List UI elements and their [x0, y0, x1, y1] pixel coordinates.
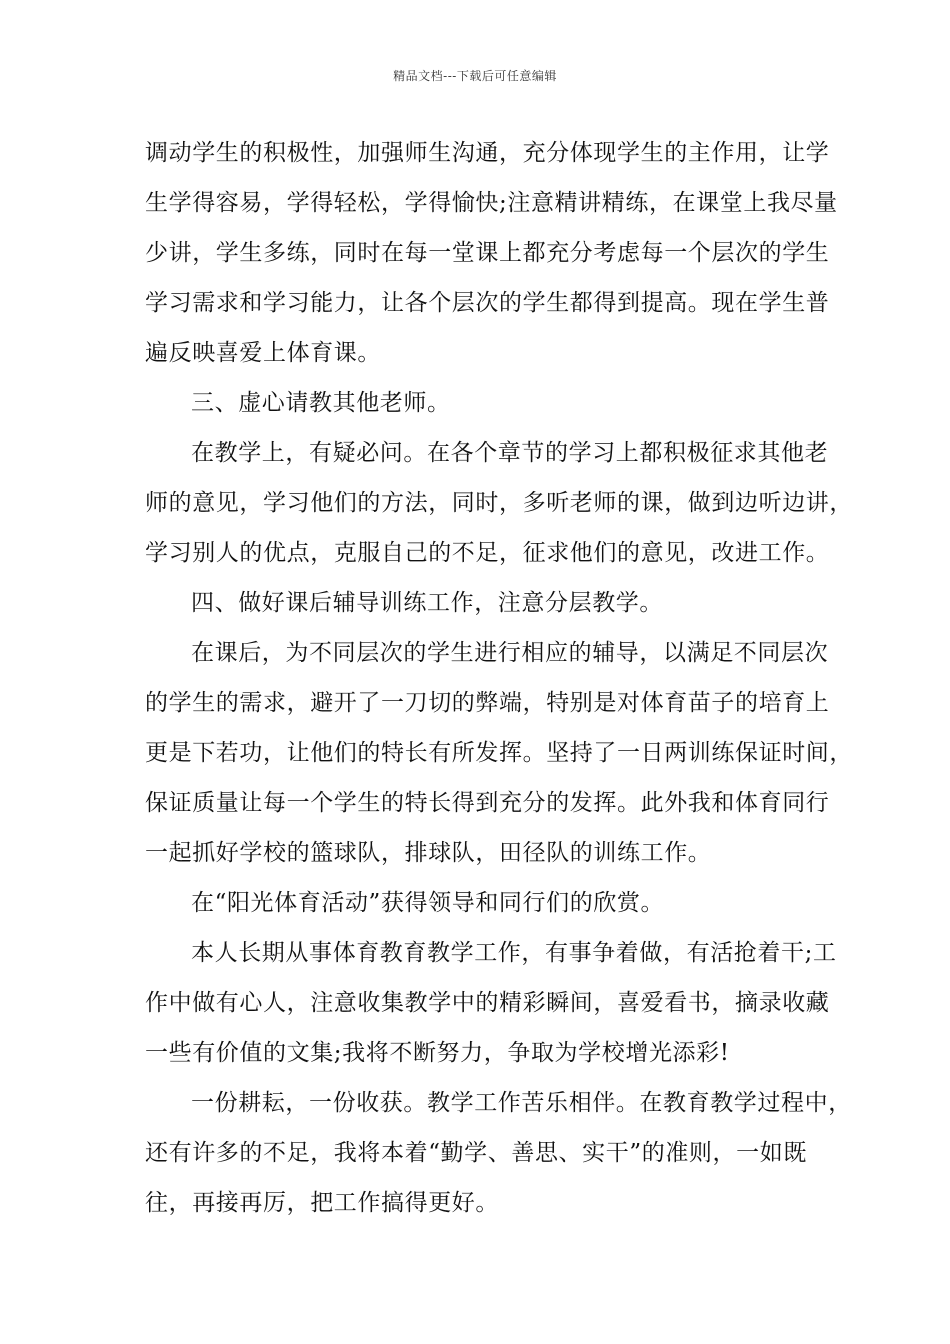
text-line: 在“阳光体育活动”获得领导和同行们的欣赏。	[191, 890, 665, 916]
text-line: 作中做有心人，注意收集教学中的精彩瞬间，喜爱看书，摘录收藏	[145, 990, 830, 1016]
text-line: 本人长期从事体育教育教学工作，有事争着做，有活抢着干;工	[191, 940, 837, 966]
text-line: 在课后，为不同层次的学生进行相应的辅导，以满足不同层次	[191, 640, 829, 666]
text-line: 遍反映喜爱上体育课。	[145, 340, 381, 366]
text-line: 学习别人的优点，克服自己的不足，征求他们的意见，改进工作。	[145, 540, 830, 566]
text-line: 生学得容易，学得轻松，学得愉快;注意精讲精练，在课堂上我尽量	[145, 190, 838, 216]
text-line: 一起抓好学校的篮球队，排球队，田径队的训练工作。	[145, 840, 712, 866]
text-line: 一份耕耘，一份收获。教学工作苦乐相伴。在教育教学过程中，	[191, 1090, 852, 1116]
text-line: 在教学上，有疑必问。在各个章节的学习上都积极征求其他老	[191, 440, 829, 466]
document-body	[145, 128, 853, 1228]
text-line: 少讲，学生多练，同时在每一堂课上都充分考虑每一个层次的学生	[145, 240, 830, 266]
text-line: 的学生的需求，避开了一刀切的弊端，特别是对体育苗子的培育上	[145, 690, 830, 716]
text-line: 还有许多的不足，我将本着“勤学、善思、实干”的准则，一如既	[145, 1140, 807, 1166]
page-header: 精品文档---下载后可任意编辑	[393, 69, 557, 83]
section-heading: 四、做好课后辅导训练工作，注意分层教学。	[191, 590, 663, 616]
text-line: 师的意见，学习他们的方法，同时，多听老师的课，做到边听边讲，	[145, 490, 853, 516]
text-line: 更是下若功，让他们的特长有所发挥。坚持了一日两训练保证时间，	[145, 740, 853, 766]
text-line: 调动学生的积极性，加强师生沟通，充分体现学生的主作用，让学	[145, 140, 830, 166]
text-line: 一些有价值的文集;我将不断努力，争取为学校增光添彩!	[145, 1040, 730, 1066]
text-line: 保证质量让每一个学生的特长得到充分的发挥。此外我和体育同行	[145, 790, 830, 816]
text-line: 往，再接再厉，把工作搞得更好。	[145, 1190, 499, 1216]
text-line: 学习需求和学习能力，让各个层次的学生都得到提高。现在学生普	[145, 290, 830, 316]
section-heading: 三、虚心请教其他老师。	[191, 390, 451, 416]
